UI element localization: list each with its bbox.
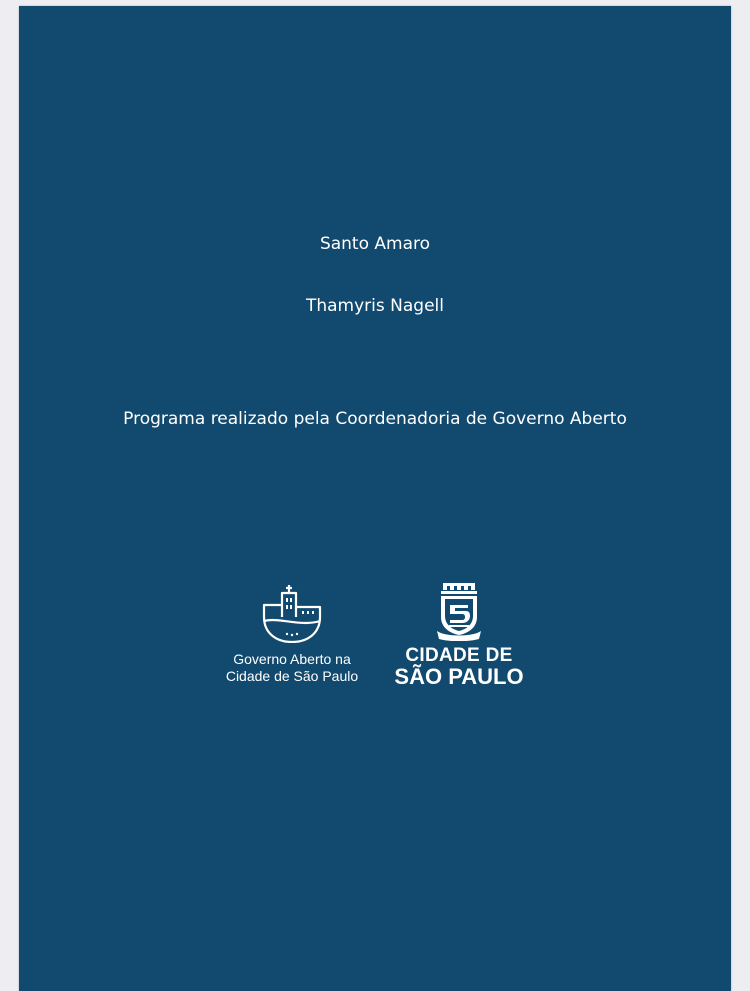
governo-aberto-line2: Cidade de São Paulo (225, 668, 359, 684)
governo-aberto-logo (219, 581, 365, 693)
author-name: Thamyris Nagell (305, 296, 444, 316)
cidade-sao-paulo-line1: CIDADE DE (405, 645, 513, 666)
governo-aberto-caption (219, 651, 365, 685)
governo-aberto-line1: Governo Aberto na (233, 651, 351, 667)
city-skyline-icon (261, 581, 323, 643)
coat-of-arms-icon (435, 583, 483, 641)
cidade-sao-paulo-line2: SÃO PAULO (394, 664, 524, 689)
document-page (19, 6, 731, 991)
cidade-sao-paulo-caption (389, 645, 529, 687)
place-name: Santo Amaro (319, 234, 431, 254)
cidade-sao-paulo-logo (389, 583, 529, 693)
program-note: Programa realizado pela Coordenadoria de Governo Aberto (123, 409, 627, 429)
